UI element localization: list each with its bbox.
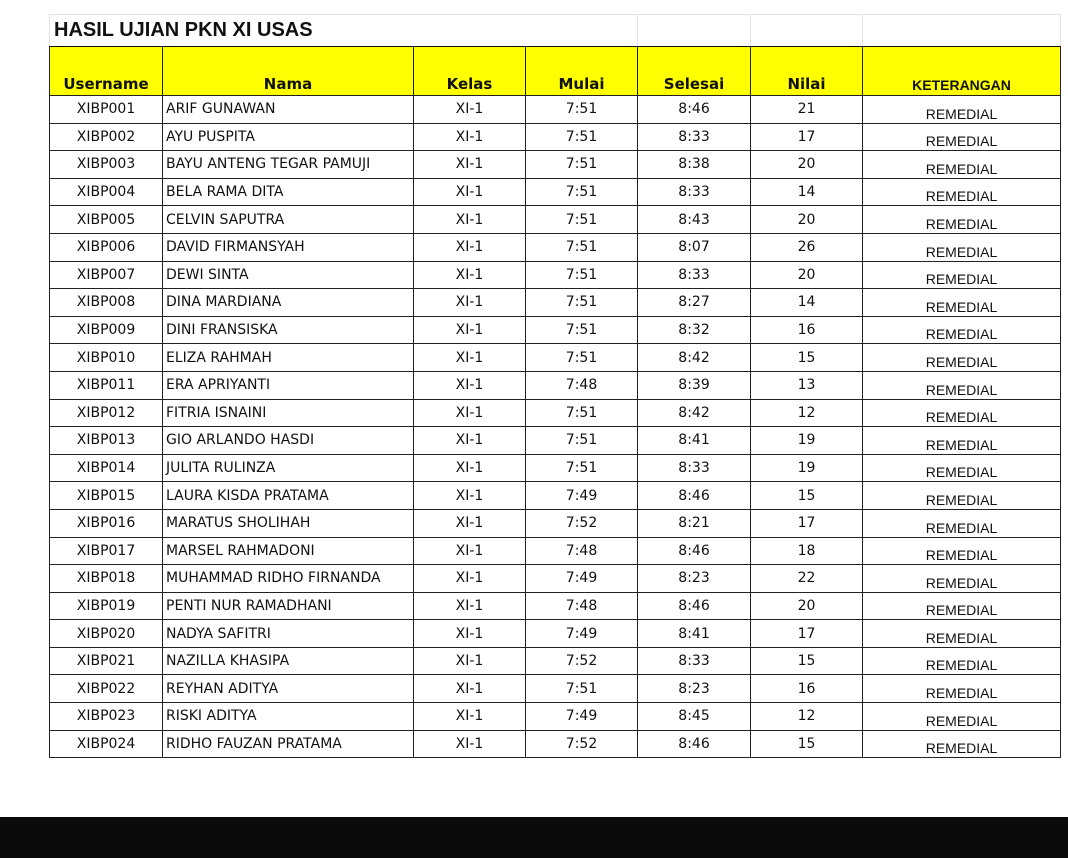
table-row [50, 454, 1061, 482]
cell-mulai: 7:51 [526, 316, 638, 344]
cell-nama: ARIF GUNAWAN [163, 96, 414, 124]
cell-nama: CELVIN SAPUTRA [163, 206, 414, 234]
table-row [50, 206, 1061, 234]
header-selesai: Selesai [638, 47, 751, 96]
table-row [50, 233, 1061, 261]
cell-mulai: 7:52 [526, 647, 638, 675]
cell-kelas: XI-1 [414, 261, 526, 289]
table-row [50, 703, 1061, 731]
cell-kelas: XI-1 [414, 537, 526, 565]
cell-nilai: 19 [751, 454, 863, 482]
cell-keterangan: REMEDIAL [863, 675, 1061, 703]
cell-kelas: XI-1 [414, 371, 526, 399]
cell-username: XIBP019 [50, 592, 163, 620]
cell-selesai: 8:46 [638, 96, 751, 124]
header-nama: Nama [163, 47, 414, 96]
cell-selesai: 8:46 [638, 592, 751, 620]
cell-nilai: 20 [751, 206, 863, 234]
cell-keterangan: REMEDIAL [863, 730, 1061, 758]
cell-kelas: XI-1 [414, 316, 526, 344]
cell-username: XIBP009 [50, 316, 163, 344]
cell-keterangan: REMEDIAL [863, 151, 1061, 179]
cell-nilai: 15 [751, 344, 863, 372]
cell-keterangan: REMEDIAL [863, 123, 1061, 151]
cell-keterangan: REMEDIAL [863, 427, 1061, 455]
cell-keterangan: REMEDIAL [863, 509, 1061, 537]
cell-nilai: 16 [751, 675, 863, 703]
cell-keterangan: REMEDIAL [863, 454, 1061, 482]
cell-keterangan: REMEDIAL [863, 647, 1061, 675]
cell-nama: NADYA SAFITRI [163, 620, 414, 648]
cell-nama: RISKI ADITYA [163, 703, 414, 731]
cell-nilai: 20 [751, 592, 863, 620]
cell-keterangan: REMEDIAL [863, 703, 1061, 731]
cell-mulai: 7:48 [526, 592, 638, 620]
cell-kelas: XI-1 [414, 647, 526, 675]
empty-cell [638, 15, 751, 47]
cell-nama: DINI FRANSISKA [163, 316, 414, 344]
cell-username: XIBP020 [50, 620, 163, 648]
cell-nama: MARSEL RAHMADONI [163, 537, 414, 565]
cell-nilai: 19 [751, 427, 863, 455]
cell-selesai: 8:39 [638, 371, 751, 399]
cell-kelas: XI-1 [414, 289, 526, 317]
cell-username: XIBP012 [50, 399, 163, 427]
cell-kelas: XI-1 [414, 96, 526, 124]
cell-mulai: 7:51 [526, 206, 638, 234]
cell-selesai: 8:46 [638, 730, 751, 758]
cell-selesai: 8:07 [638, 233, 751, 261]
cell-nilai: 14 [751, 289, 863, 317]
table-row [50, 151, 1061, 179]
table-row [50, 178, 1061, 206]
cell-kelas: XI-1 [414, 509, 526, 537]
cell-nama: AYU PUSPITA [163, 123, 414, 151]
header-nilai: Nilai [751, 47, 863, 96]
cell-selesai: 8:45 [638, 703, 751, 731]
cell-nilai: 22 [751, 565, 863, 593]
cell-nama: RIDHO FAUZAN PRATAMA [163, 730, 414, 758]
cell-selesai: 8:33 [638, 123, 751, 151]
cell-nilai: 17 [751, 620, 863, 648]
cell-selesai: 8:42 [638, 344, 751, 372]
empty-cell [751, 15, 863, 47]
spreadsheet [49, 14, 1060, 758]
cell-username: XIBP006 [50, 233, 163, 261]
title-row [50, 15, 1061, 47]
cell-keterangan: REMEDIAL [863, 565, 1061, 593]
table-row [50, 482, 1061, 510]
cell-mulai: 7:52 [526, 730, 638, 758]
table-row [50, 675, 1061, 703]
cell-nama: LAURA KISDA PRATAMA [163, 482, 414, 510]
cell-kelas: XI-1 [414, 565, 526, 593]
cell-keterangan: REMEDIAL [863, 289, 1061, 317]
cell-username: XIBP013 [50, 427, 163, 455]
cell-nama: ERA APRIYANTI [163, 371, 414, 399]
cell-nama: REYHAN ADITYA [163, 675, 414, 703]
cell-selesai: 8:41 [638, 427, 751, 455]
cell-nilai: 13 [751, 371, 863, 399]
cell-selesai: 8:23 [638, 675, 751, 703]
table-row [50, 96, 1061, 124]
cell-username: XIBP024 [50, 730, 163, 758]
cell-username: XIBP015 [50, 482, 163, 510]
cell-selesai: 8:41 [638, 620, 751, 648]
cell-selesai: 8:43 [638, 206, 751, 234]
header-mulai: Mulai [526, 47, 638, 96]
cell-selesai: 8:33 [638, 454, 751, 482]
cell-username: XIBP004 [50, 178, 163, 206]
cell-selesai: 8:33 [638, 178, 751, 206]
cell-kelas: XI-1 [414, 123, 526, 151]
cell-kelas: XI-1 [414, 592, 526, 620]
cell-selesai: 8:27 [638, 289, 751, 317]
cell-username: XIBP014 [50, 454, 163, 482]
cell-keterangan: REMEDIAL [863, 233, 1061, 261]
cell-username: XIBP018 [50, 565, 163, 593]
table-body [50, 96, 1061, 758]
cell-nilai: 18 [751, 537, 863, 565]
cell-keterangan: REMEDIAL [863, 482, 1061, 510]
cell-username: XIBP023 [50, 703, 163, 731]
cell-keterangan: REMEDIAL [863, 261, 1061, 289]
cell-keterangan: REMEDIAL [863, 316, 1061, 344]
cell-nilai: 20 [751, 151, 863, 179]
cell-nama: FITRIA ISNAINI [163, 399, 414, 427]
cell-mulai: 7:51 [526, 123, 638, 151]
table-row [50, 399, 1061, 427]
table-row [50, 427, 1061, 455]
cell-selesai: 8:42 [638, 399, 751, 427]
table-row [50, 123, 1061, 151]
table-row [50, 509, 1061, 537]
cell-kelas: XI-1 [414, 620, 526, 648]
cell-selesai: 8:23 [638, 565, 751, 593]
cell-nama: DINA MARDIANA [163, 289, 414, 317]
cell-kelas: XI-1 [414, 703, 526, 731]
cell-nilai: 15 [751, 482, 863, 510]
cell-kelas: XI-1 [414, 233, 526, 261]
cell-mulai: 7:48 [526, 537, 638, 565]
cell-nilai: 26 [751, 233, 863, 261]
cell-nilai: 16 [751, 316, 863, 344]
cell-nama: MUHAMMAD RIDHO FIRNANDA [163, 565, 414, 593]
cell-nilai: 15 [751, 647, 863, 675]
table-row [50, 647, 1061, 675]
cell-kelas: XI-1 [414, 730, 526, 758]
cell-nama: BELA RAMA DITA [163, 178, 414, 206]
cell-nama: NAZILLA KHASIPA [163, 647, 414, 675]
cell-username: XIBP002 [50, 123, 163, 151]
header-username: Username [50, 47, 163, 96]
cell-selesai: 8:38 [638, 151, 751, 179]
cell-nilai: 14 [751, 178, 863, 206]
table-row [50, 565, 1061, 593]
header-row [50, 47, 1061, 96]
cell-username: XIBP008 [50, 289, 163, 317]
results-table [49, 14, 1061, 758]
cell-nilai: 20 [751, 261, 863, 289]
cell-mulai: 7:51 [526, 675, 638, 703]
table-row [50, 592, 1061, 620]
cell-nama: BAYU ANTENG TEGAR PAMUJI [163, 151, 414, 179]
cell-keterangan: REMEDIAL [863, 371, 1061, 399]
table-row [50, 730, 1061, 758]
cell-mulai: 7:51 [526, 289, 638, 317]
cell-mulai: 7:51 [526, 427, 638, 455]
cell-mulai: 7:51 [526, 344, 638, 372]
table-row [50, 316, 1061, 344]
cell-username: XIBP001 [50, 96, 163, 124]
cell-mulai: 7:51 [526, 178, 638, 206]
cell-keterangan: REMEDIAL [863, 178, 1061, 206]
header-kelas: Kelas [414, 47, 526, 96]
cell-kelas: XI-1 [414, 206, 526, 234]
cell-nama: PENTI NUR RAMADHANI [163, 592, 414, 620]
cell-selesai: 8:32 [638, 316, 751, 344]
cell-mulai: 7:51 [526, 454, 638, 482]
cell-kelas: XI-1 [414, 344, 526, 372]
sheet-title: HASIL UJIAN PKN XI USAS [50, 15, 638, 47]
cell-keterangan: REMEDIAL [863, 399, 1061, 427]
cell-username: XIBP017 [50, 537, 163, 565]
cell-keterangan: REMEDIAL [863, 537, 1061, 565]
cell-username: XIBP016 [50, 509, 163, 537]
header-keterangan: KETERANGAN [863, 47, 1061, 96]
table-row [50, 537, 1061, 565]
cell-nilai: 21 [751, 96, 863, 124]
cell-selesai: 8:46 [638, 482, 751, 510]
bottom-bar [0, 817, 1068, 858]
cell-keterangan: REMEDIAL [863, 206, 1061, 234]
cell-nama: GIO ARLANDO HASDI [163, 427, 414, 455]
cell-mulai: 7:52 [526, 509, 638, 537]
cell-keterangan: REMEDIAL [863, 96, 1061, 124]
cell-mulai: 7:49 [526, 703, 638, 731]
cell-keterangan: REMEDIAL [863, 620, 1061, 648]
cell-kelas: XI-1 [414, 482, 526, 510]
cell-mulai: 7:51 [526, 233, 638, 261]
cell-username: XIBP021 [50, 647, 163, 675]
cell-selesai: 8:33 [638, 261, 751, 289]
cell-keterangan: REMEDIAL [863, 592, 1061, 620]
cell-mulai: 7:51 [526, 151, 638, 179]
cell-nama: ELIZA RAHMAH [163, 344, 414, 372]
cell-kelas: XI-1 [414, 178, 526, 206]
cell-mulai: 7:51 [526, 96, 638, 124]
cell-username: XIBP003 [50, 151, 163, 179]
cell-mulai: 7:49 [526, 482, 638, 510]
cell-selesai: 8:21 [638, 509, 751, 537]
cell-mulai: 7:49 [526, 565, 638, 593]
cell-mulai: 7:48 [526, 371, 638, 399]
table-row [50, 620, 1061, 648]
table-row [50, 344, 1061, 372]
cell-selesai: 8:33 [638, 647, 751, 675]
cell-nilai: 12 [751, 399, 863, 427]
cell-nama: MARATUS SHOLIHAH [163, 509, 414, 537]
cell-kelas: XI-1 [414, 151, 526, 179]
cell-mulai: 7:51 [526, 399, 638, 427]
cell-username: XIBP007 [50, 261, 163, 289]
table-row [50, 371, 1061, 399]
empty-cell [863, 15, 1061, 47]
cell-kelas: XI-1 [414, 675, 526, 703]
cell-nilai: 17 [751, 123, 863, 151]
cell-nilai: 15 [751, 730, 863, 758]
table-row [50, 289, 1061, 317]
cell-nama: DAVID FIRMANSYAH [163, 233, 414, 261]
cell-kelas: XI-1 [414, 454, 526, 482]
cell-nama: JULITA RULINZA [163, 454, 414, 482]
table-row [50, 261, 1061, 289]
cell-mulai: 7:49 [526, 620, 638, 648]
cell-username: XIBP011 [50, 371, 163, 399]
cell-mulai: 7:51 [526, 261, 638, 289]
cell-nilai: 17 [751, 509, 863, 537]
cell-username: XIBP010 [50, 344, 163, 372]
cell-selesai: 8:46 [638, 537, 751, 565]
cell-kelas: XI-1 [414, 427, 526, 455]
cell-username: XIBP022 [50, 675, 163, 703]
cell-keterangan: REMEDIAL [863, 344, 1061, 372]
cell-nama: DEWI SINTA [163, 261, 414, 289]
cell-username: XIBP005 [50, 206, 163, 234]
cell-nilai: 12 [751, 703, 863, 731]
cell-kelas: XI-1 [414, 399, 526, 427]
